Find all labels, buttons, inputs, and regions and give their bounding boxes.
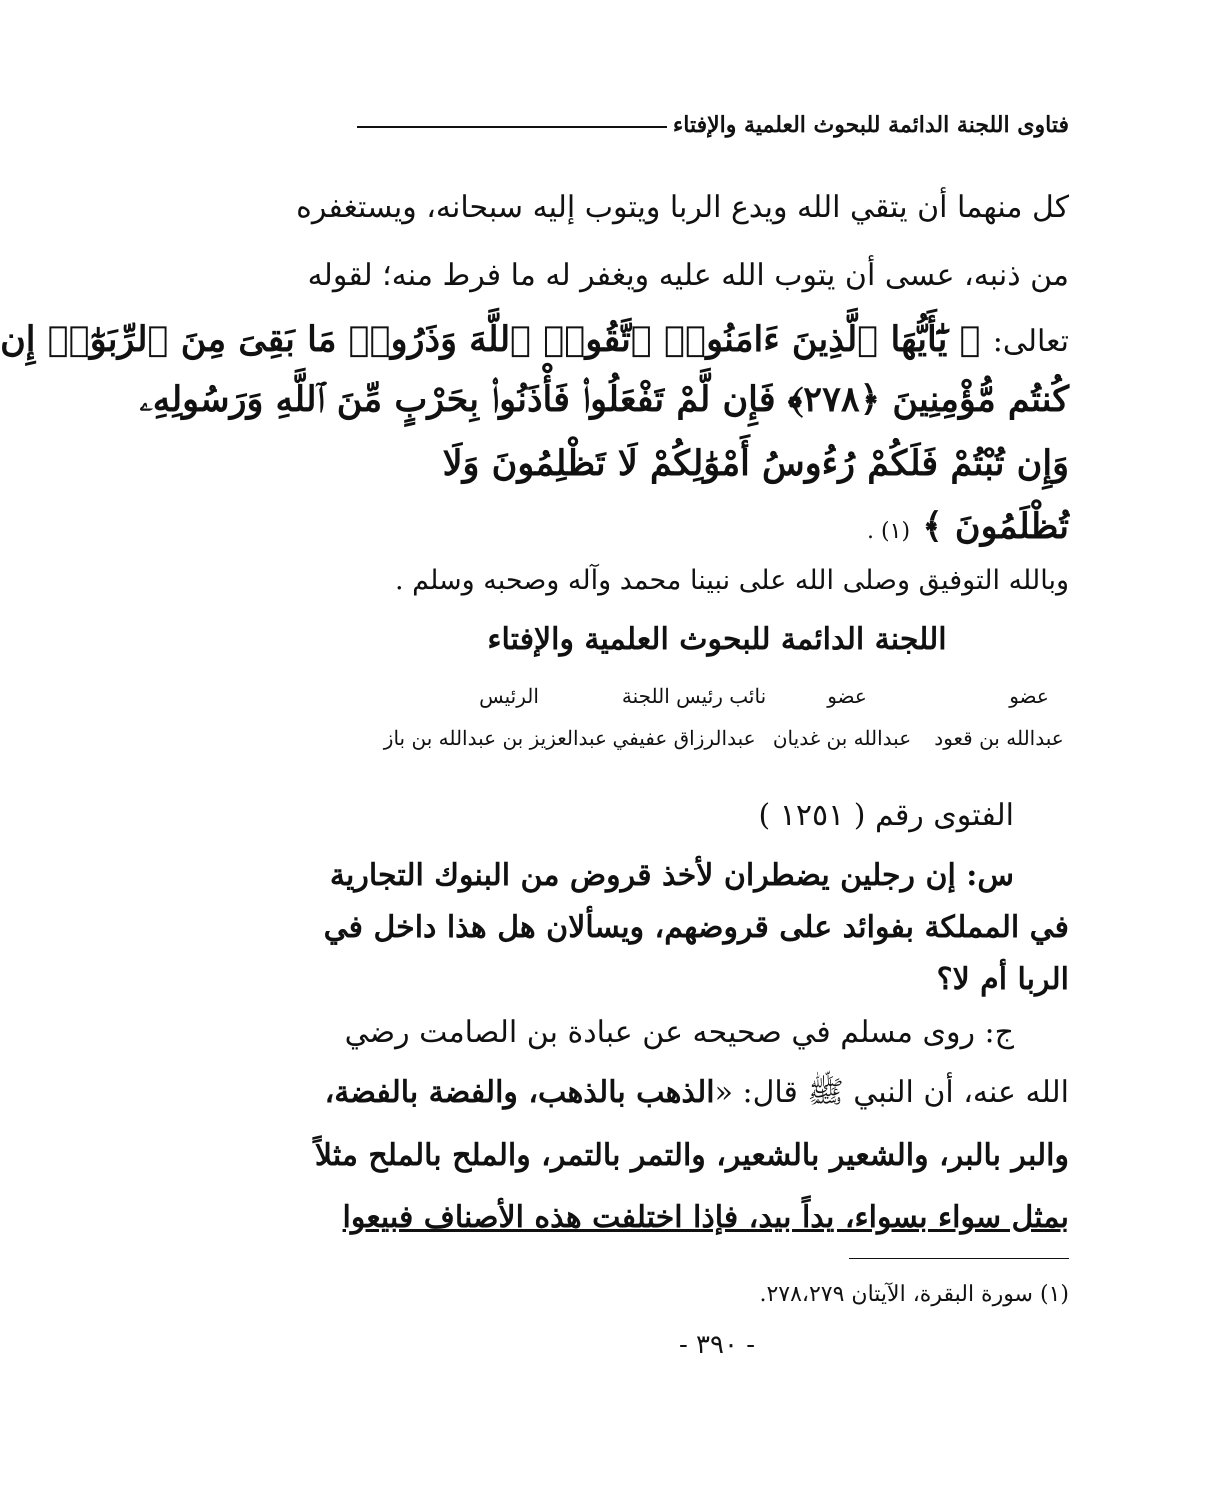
role-member-2: عضو <box>827 684 867 708</box>
quran-verse-1: ﴿ يَٰٓأَيُّهَا ٱلَّذِينَ ءَامَنُوا۟ ٱتَّقُوا۟ ٱللَّهَ وَذَرُوا۟ مَا بَقِىَ مِنَ ٱلرِّبَوٰٓا۟ إِن <box>0 319 981 360</box>
name-member-1: عبدالله بن قعود <box>934 726 1064 750</box>
role-vice-chairman: نائب رئيس اللجنة <box>621 684 767 708</box>
fatwa-number: الفتوى رقم ( ١٢٥١ ) <box>758 798 1014 833</box>
quran-line-1 <box>0 318 1069 362</box>
hadith-text-3-underlined: بمثل سواء بسواء، يداً بيد، فإذا اختلفت هذه الأصناف فبيعوا <box>342 1200 1069 1235</box>
header-rule <box>357 126 667 128</box>
role-member-1: عضو <box>1009 684 1049 708</box>
hadith-text-3 <box>342 1200 1069 1236</box>
running-header <box>357 112 1069 138</box>
hadith-text-2: والبر بالبر، والشعير بالشعير، والتمر بالتمر، والملح بالملح مثلاً <box>314 1138 1069 1173</box>
body-line-2: من ذنبه، عسى أن يتوب الله عليه ويغفر له ما فرط منه؛ لقوله <box>307 258 1069 293</box>
answer-line-2 <box>324 1075 1069 1111</box>
footnote-rule <box>849 1258 1069 1259</box>
role-chairman: الرئيس <box>479 684 539 708</box>
body-line-1: كل منهما أن يتقي الله ويدع الربا ويتوب إليه سبحانه، ويستغفره <box>296 190 1069 225</box>
hadith-text-1: الذهب بالذهب، والفضة بالفضة، <box>324 1075 715 1110</box>
closing-line: وبالله التوفيق وصلى الله على نبينا محمد وآله وصحبه وسلم . <box>394 565 1069 596</box>
question-line-2: في المملكة بفوائد على قروضهم، ويسألان هل هذا داخل في <box>323 910 1069 945</box>
name-member-2: عبدالله بن غديان <box>772 726 912 750</box>
quran-line-3: وَإِن تُبْتُمْ فَلَكُمْ رُءُوسُ أَمْوَٰلِكُمْ لَا تَظْلِمُونَ وَلَا <box>442 443 1069 484</box>
page-number: - ٣٩٠ - <box>678 1330 756 1360</box>
running-title: فتاوى اللجنة الدائمة للبحوث العلمية والإفتاء <box>672 112 1069 138</box>
quran-line-4 <box>365 505 1069 549</box>
quran-verse-end: تُظْلَمُونَ ﴾ <box>922 506 1069 547</box>
name-vice-chairman: عبدالرزاق عفيفي <box>612 726 756 750</box>
answer-line-1: ج: روى مسلم في صحيحه عن عبادة بن الصامت رضي <box>344 1015 1014 1050</box>
question-line-3: الربا أم لا؟ <box>936 962 1069 997</box>
answer-intro: الله عنه، أن النبي ﷺ قال: « <box>714 1075 1069 1110</box>
question-line-1: س: إن رجلين يضطران لأخذ قروض من البنوك التجارية <box>329 858 1014 893</box>
footnote: (١) سورة البقرة، الآيتان ٢٧٨،٢٧٩. <box>759 1282 1069 1307</box>
footnote-reference: (١) . <box>867 519 911 544</box>
name-chairman: عبدالعزيز بن عبدالله بن باز <box>383 726 607 750</box>
quran-intro: تعالى: <box>992 324 1069 359</box>
committee-title: اللجنة الدائمة للبحوث العلمية والإفتاء <box>487 622 947 657</box>
quran-line-2: كُنتُم مُّؤْمِنِينَ ﴿٢٧٨﴾ فَإِن لَّمْ تَفْعَلُوا۟ فَأْذَنُوا۟ بِحَرْبٍ مِّنَ ٱللَّهِ وَرَسُولِهِۦ <box>139 379 1069 420</box>
